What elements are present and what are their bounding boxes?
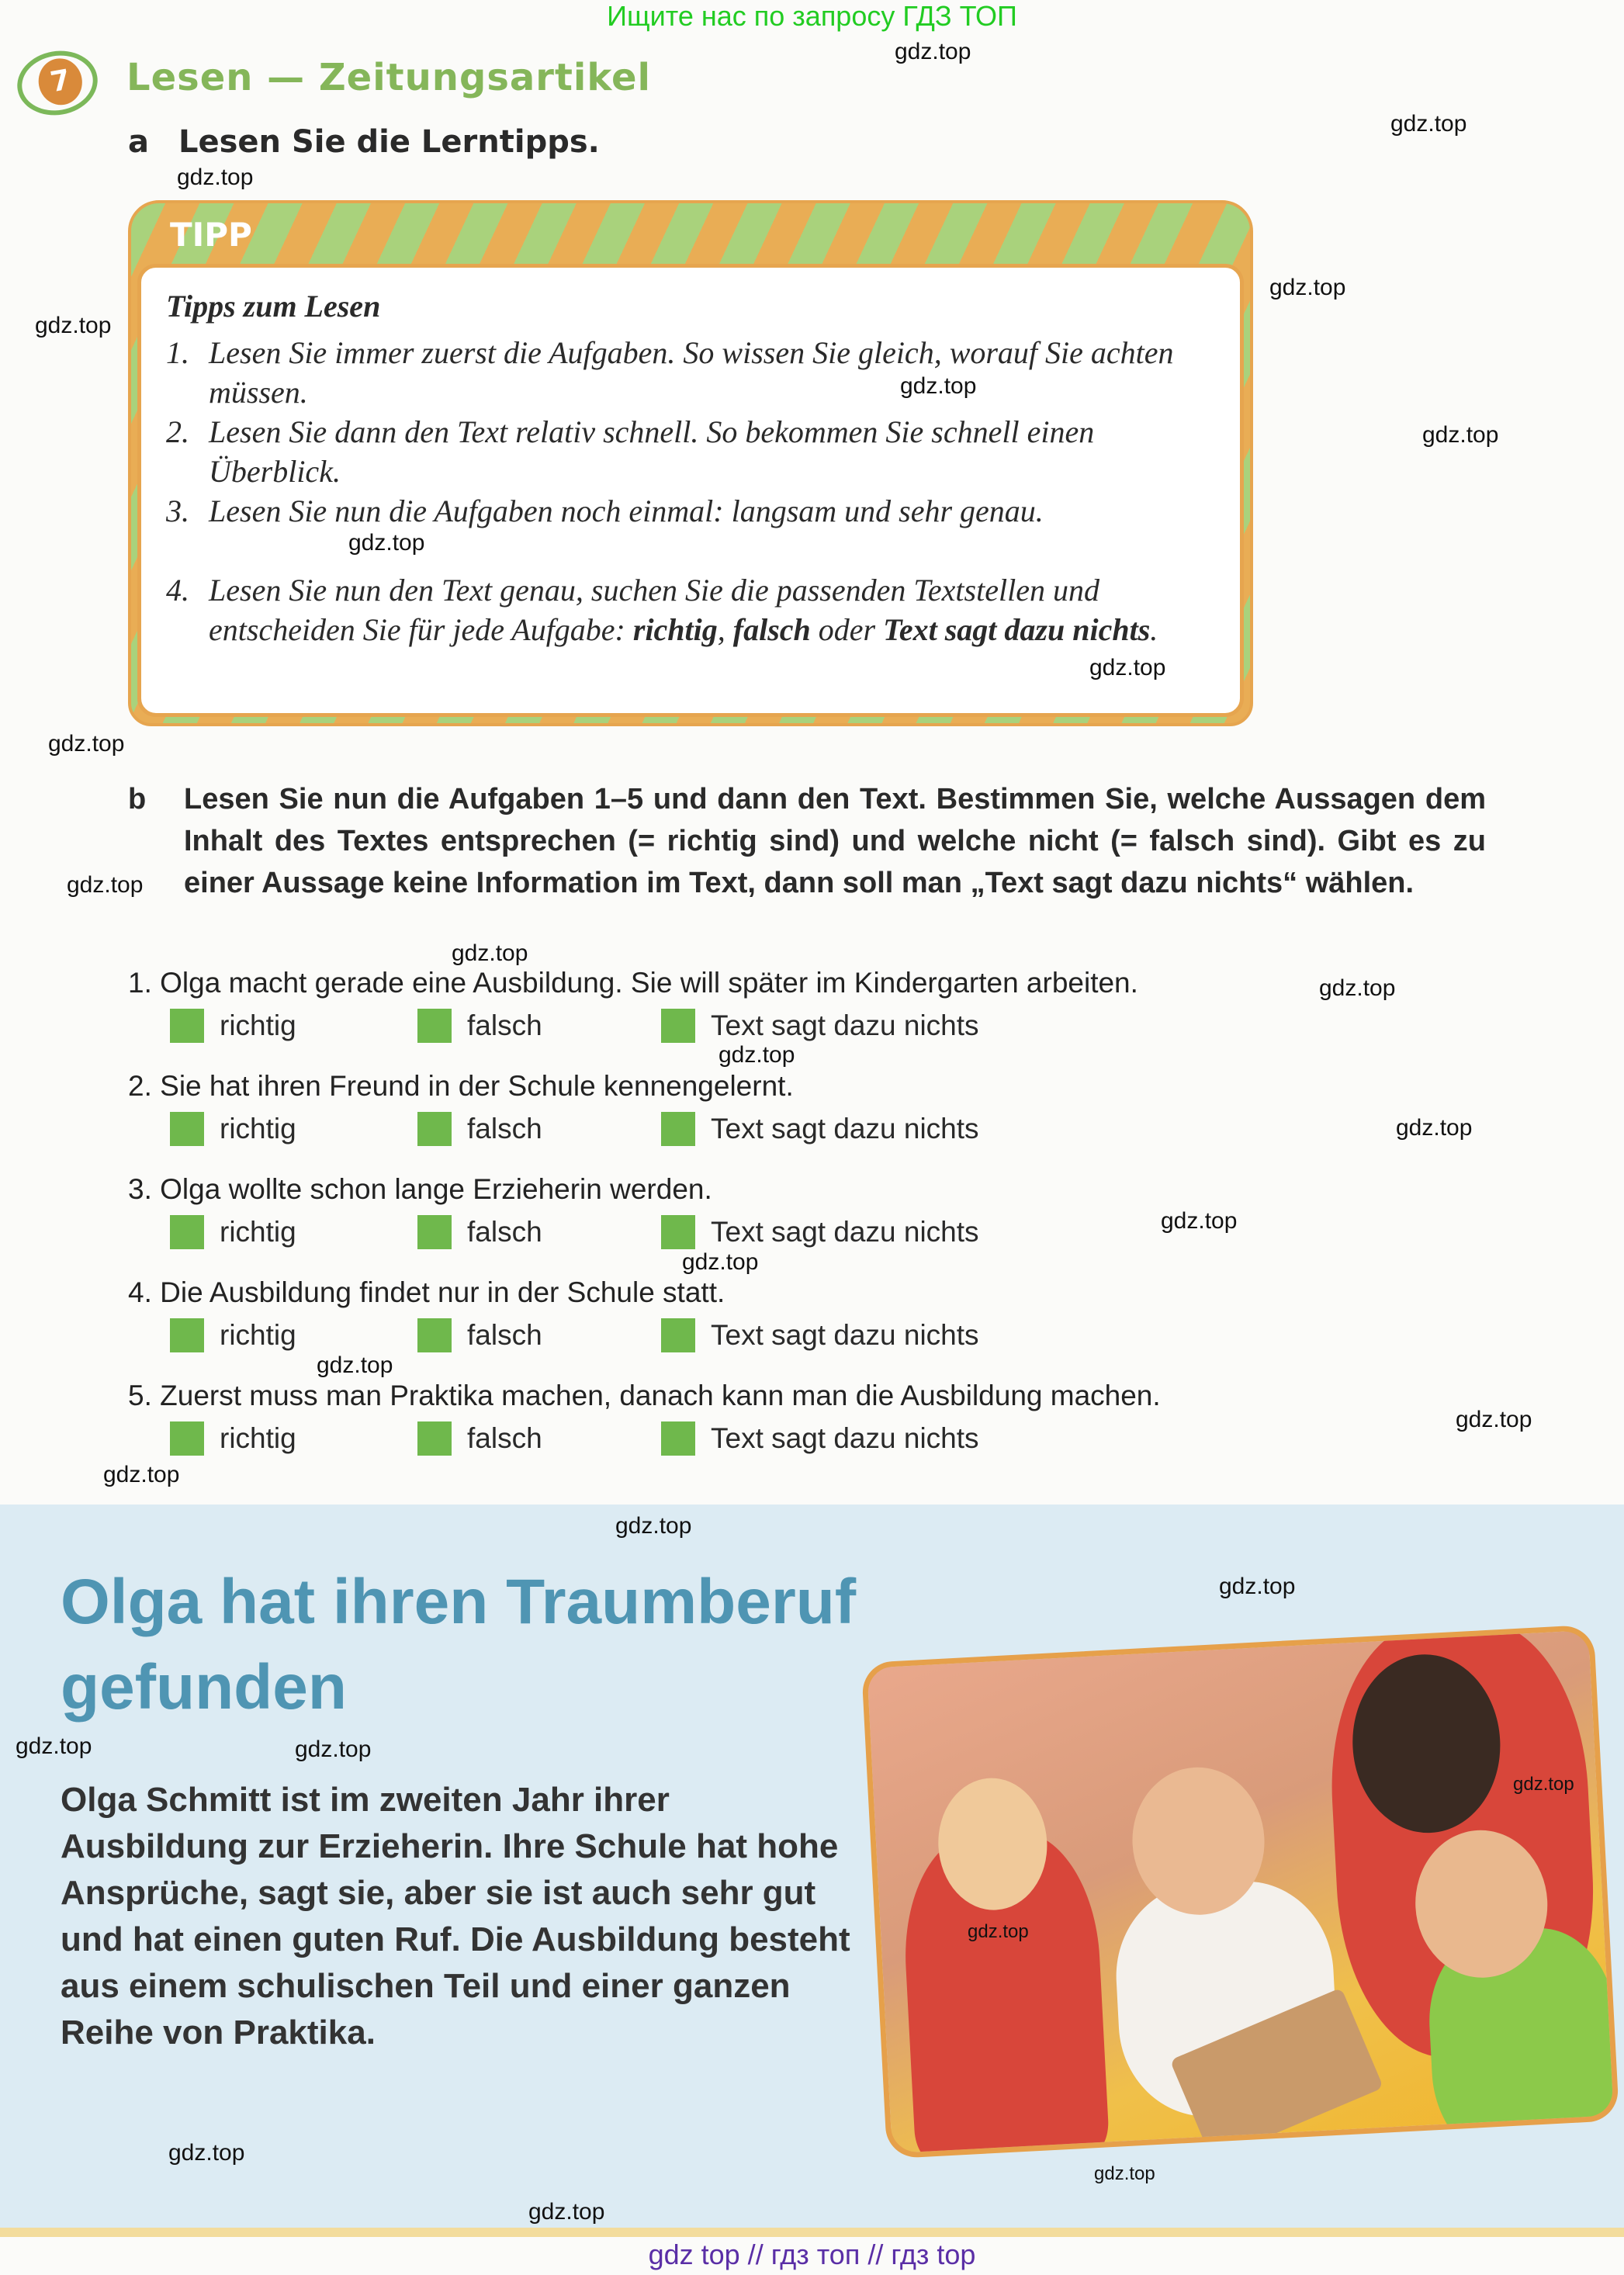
- option-label: richtig: [220, 1113, 296, 1144]
- watermark: gdz.top: [168, 2140, 245, 2166]
- watermark: gdz.top: [35, 313, 112, 338]
- question-5: 5. Zuerst muss man Praktika machen, danach kann man die Ausbildung machen.: [128, 1380, 1161, 1411]
- tip-bold-falsch: falsch: [732, 612, 811, 647]
- tip-item: [166, 491, 1221, 531]
- option-label: richtig: [220, 1216, 296, 1248]
- watermark: gdz.top: [48, 731, 125, 757]
- task-letter: b: [128, 783, 147, 815]
- exercise-number: 7: [35, 55, 86, 109]
- tip-number: 1.: [166, 335, 189, 370]
- watermark: gdz.top: [1422, 422, 1499, 448]
- article-title-line: Olga hat ihren Traumberuf: [61, 1567, 857, 1637]
- checkbox[interactable]: [417, 1112, 452, 1146]
- watermark: gdz.top: [16, 1733, 92, 1759]
- tip-or: oder: [810, 612, 884, 647]
- watermark: gdz.top: [528, 2199, 605, 2225]
- option-label: Text sagt dazu nichts: [711, 1422, 979, 1454]
- option-falsch[interactable]: [417, 1318, 542, 1352]
- article-title: [61, 1560, 856, 1730]
- checkbox[interactable]: [661, 1318, 695, 1352]
- watermark: gdz.top: [317, 1352, 393, 1378]
- checkbox[interactable]: [417, 1215, 452, 1249]
- option-richtig[interactable]: [170, 1009, 296, 1043]
- watermark: gdz.top: [968, 1921, 1029, 1942]
- tip-number: 4.: [166, 573, 189, 608]
- watermark: gdz.top: [1094, 2163, 1155, 2184]
- option-richtig[interactable]: [170, 1318, 296, 1352]
- tip-bold-nichts: Text sagt dazu nichts: [883, 612, 1151, 647]
- option-label: falsch: [467, 1113, 542, 1144]
- checkbox[interactable]: [417, 1009, 452, 1043]
- tip-item: [166, 570, 1221, 649]
- tip-item: [166, 412, 1221, 491]
- option-nichts[interactable]: [661, 1112, 979, 1146]
- tipp-label: TIPP: [170, 216, 252, 254]
- checkbox[interactable]: [170, 1421, 204, 1456]
- tip-text: [209, 570, 1217, 649]
- watermark: gdz.top: [295, 1737, 372, 1762]
- watermark: gdz.top: [103, 1462, 180, 1487]
- watermark: gdz.top: [682, 1249, 759, 1275]
- watermark: gdz.top: [177, 164, 254, 190]
- tip-end: .: [1150, 612, 1158, 647]
- checkbox[interactable]: [661, 1009, 695, 1043]
- divider: [0, 2228, 1624, 2237]
- watermark: gdz.top: [1396, 1115, 1473, 1141]
- watermark: gdz.top: [1161, 1208, 1238, 1234]
- option-nichts[interactable]: [661, 1009, 979, 1043]
- tip-text: Lesen Sie nun die Aufgaben noch einmal: langsam und sehr genau.: [209, 493, 1044, 528]
- checkbox[interactable]: [661, 1215, 695, 1249]
- checkbox[interactable]: [661, 1112, 695, 1146]
- tip-number: 3.: [166, 493, 189, 528]
- checkbox[interactable]: [417, 1421, 452, 1456]
- watermark: gdz.top: [1219, 1574, 1296, 1599]
- tip-bold-richtig: richtig: [632, 612, 718, 647]
- option-label: falsch: [467, 1009, 542, 1041]
- task-b: [128, 778, 1486, 904]
- exercise-title: Lesen — Zeitungsartikel: [126, 56, 651, 99]
- article-photo: [861, 1625, 1619, 2159]
- tipp-title: Tipps zum Lesen: [166, 289, 381, 324]
- option-label: richtig: [220, 1422, 296, 1454]
- watermark: gdz.top: [1390, 111, 1467, 137]
- watermark: gdz.top: [348, 530, 425, 556]
- watermark: gdz.top: [452, 940, 528, 966]
- watermark: gdz.top: [67, 872, 144, 898]
- watermark: gdz.top: [1089, 655, 1166, 680]
- question-2: 2. Sie hat ihren Freund in der Schule kennengelernt.: [128, 1070, 794, 1102]
- task-a: [128, 124, 600, 160]
- option-richtig[interactable]: [170, 1421, 296, 1456]
- checkbox[interactable]: [170, 1009, 204, 1043]
- option-label: richtig: [220, 1009, 296, 1041]
- watermark: gdz.top: [615, 1513, 692, 1539]
- task-a-text: Lesen Sie die Lerntipps.: [178, 124, 600, 160]
- watermark: gdz.top: [719, 1042, 795, 1068]
- tip-number: 2.: [166, 414, 189, 449]
- tip-text: Lesen Sie immer zuerst die Aufgaben. So wissen Sie gleich, worauf Sie achten müssen.: [209, 335, 1174, 410]
- option-falsch[interactable]: [417, 1215, 542, 1249]
- option-falsch[interactable]: [417, 1009, 542, 1043]
- option-nichts[interactable]: [661, 1215, 979, 1249]
- watermark: gdz.top: [895, 39, 971, 64]
- option-falsch[interactable]: [417, 1112, 542, 1146]
- footer-watermark: gdz top // гдз топ // гдз top: [648, 2239, 976, 2270]
- option-richtig[interactable]: [170, 1215, 296, 1249]
- option-nichts[interactable]: [661, 1421, 979, 1456]
- option-label: Text sagt dazu nichts: [711, 1216, 979, 1248]
- option-falsch[interactable]: [417, 1421, 542, 1456]
- option-label: Text sagt dazu nichts: [711, 1009, 979, 1041]
- question-1: 1. Olga macht gerade eine Ausbildung. Sie will später im Kindergarten arbeiten.: [128, 967, 1138, 999]
- task-letter: a: [128, 124, 149, 160]
- tip-sep: ,: [717, 612, 733, 647]
- tipp-box: [128, 200, 1253, 726]
- article-title-line: gefunden: [61, 1652, 347, 1723]
- checkbox[interactable]: [170, 1215, 204, 1249]
- task-b-text: Lesen Sie nun die Aufgaben 1–5 und dann den Text. Bestimmen Sie, welche Aussagen dem Inhalt des Textes entsprechen (= richtig sind) und welche nicht (= falsch sind). Gibt es zu einer Aussage keine Information im Text, dann soll man „Text sagt dazu nichts“ wählen.: [184, 783, 1486, 899]
- tip-text: Lesen Sie dann den Text relativ schnell. So bekommen Sie schnell einen Überblick.: [209, 414, 1095, 489]
- tip-text-main: Lesen Sie nun den Text genau, suchen Sie die passenden Textstellen und entscheiden Sie für jede Aufgabe:: [209, 573, 1099, 647]
- article-lead: Olga Schmitt ist im zweiten Jahr ihrer Ausbildung zur Erzieherin. Ihre Schule hat hohe Ansprüche, sagt sie, aber sie ist auch sehr gut und hat einen guten Ruf. Die Ausbildung besteht aus einem schulischen Teil und einer ganzen Reihe von Praktika.: [61, 1781, 850, 2052]
- option-label: falsch: [467, 1422, 542, 1454]
- option-nichts[interactable]: [661, 1318, 979, 1352]
- tipp-content: [137, 264, 1244, 717]
- option-label: falsch: [467, 1216, 542, 1248]
- question-3: 3. Olga wollte schon lange Erzieherin werden.: [128, 1173, 712, 1205]
- tip-item: [166, 333, 1221, 412]
- exercise-number-badge: [12, 45, 103, 122]
- question-4: 4. Die Ausbildung findet nur in der Schule statt.: [128, 1276, 725, 1308]
- option-label: falsch: [467, 1319, 542, 1351]
- checkbox[interactable]: [661, 1421, 695, 1456]
- watermark: gdz.top: [1269, 275, 1346, 300]
- checkbox[interactable]: [417, 1318, 452, 1352]
- search-banner: Ищите нас по запросу ГДЗ ТОП: [607, 0, 1017, 32]
- option-label: Text sagt dazu nichts: [711, 1113, 979, 1144]
- option-label: richtig: [220, 1319, 296, 1351]
- option-richtig[interactable]: [170, 1112, 296, 1146]
- watermark: gdz.top: [1319, 975, 1396, 1001]
- watermark: gdz.top: [1513, 1774, 1574, 1795]
- watermark: gdz.top: [1456, 1407, 1532, 1432]
- option-label: Text sagt dazu nichts: [711, 1319, 979, 1351]
- checkbox[interactable]: [170, 1112, 204, 1146]
- checkbox[interactable]: [170, 1318, 204, 1352]
- watermark: gdz.top: [900, 373, 977, 399]
